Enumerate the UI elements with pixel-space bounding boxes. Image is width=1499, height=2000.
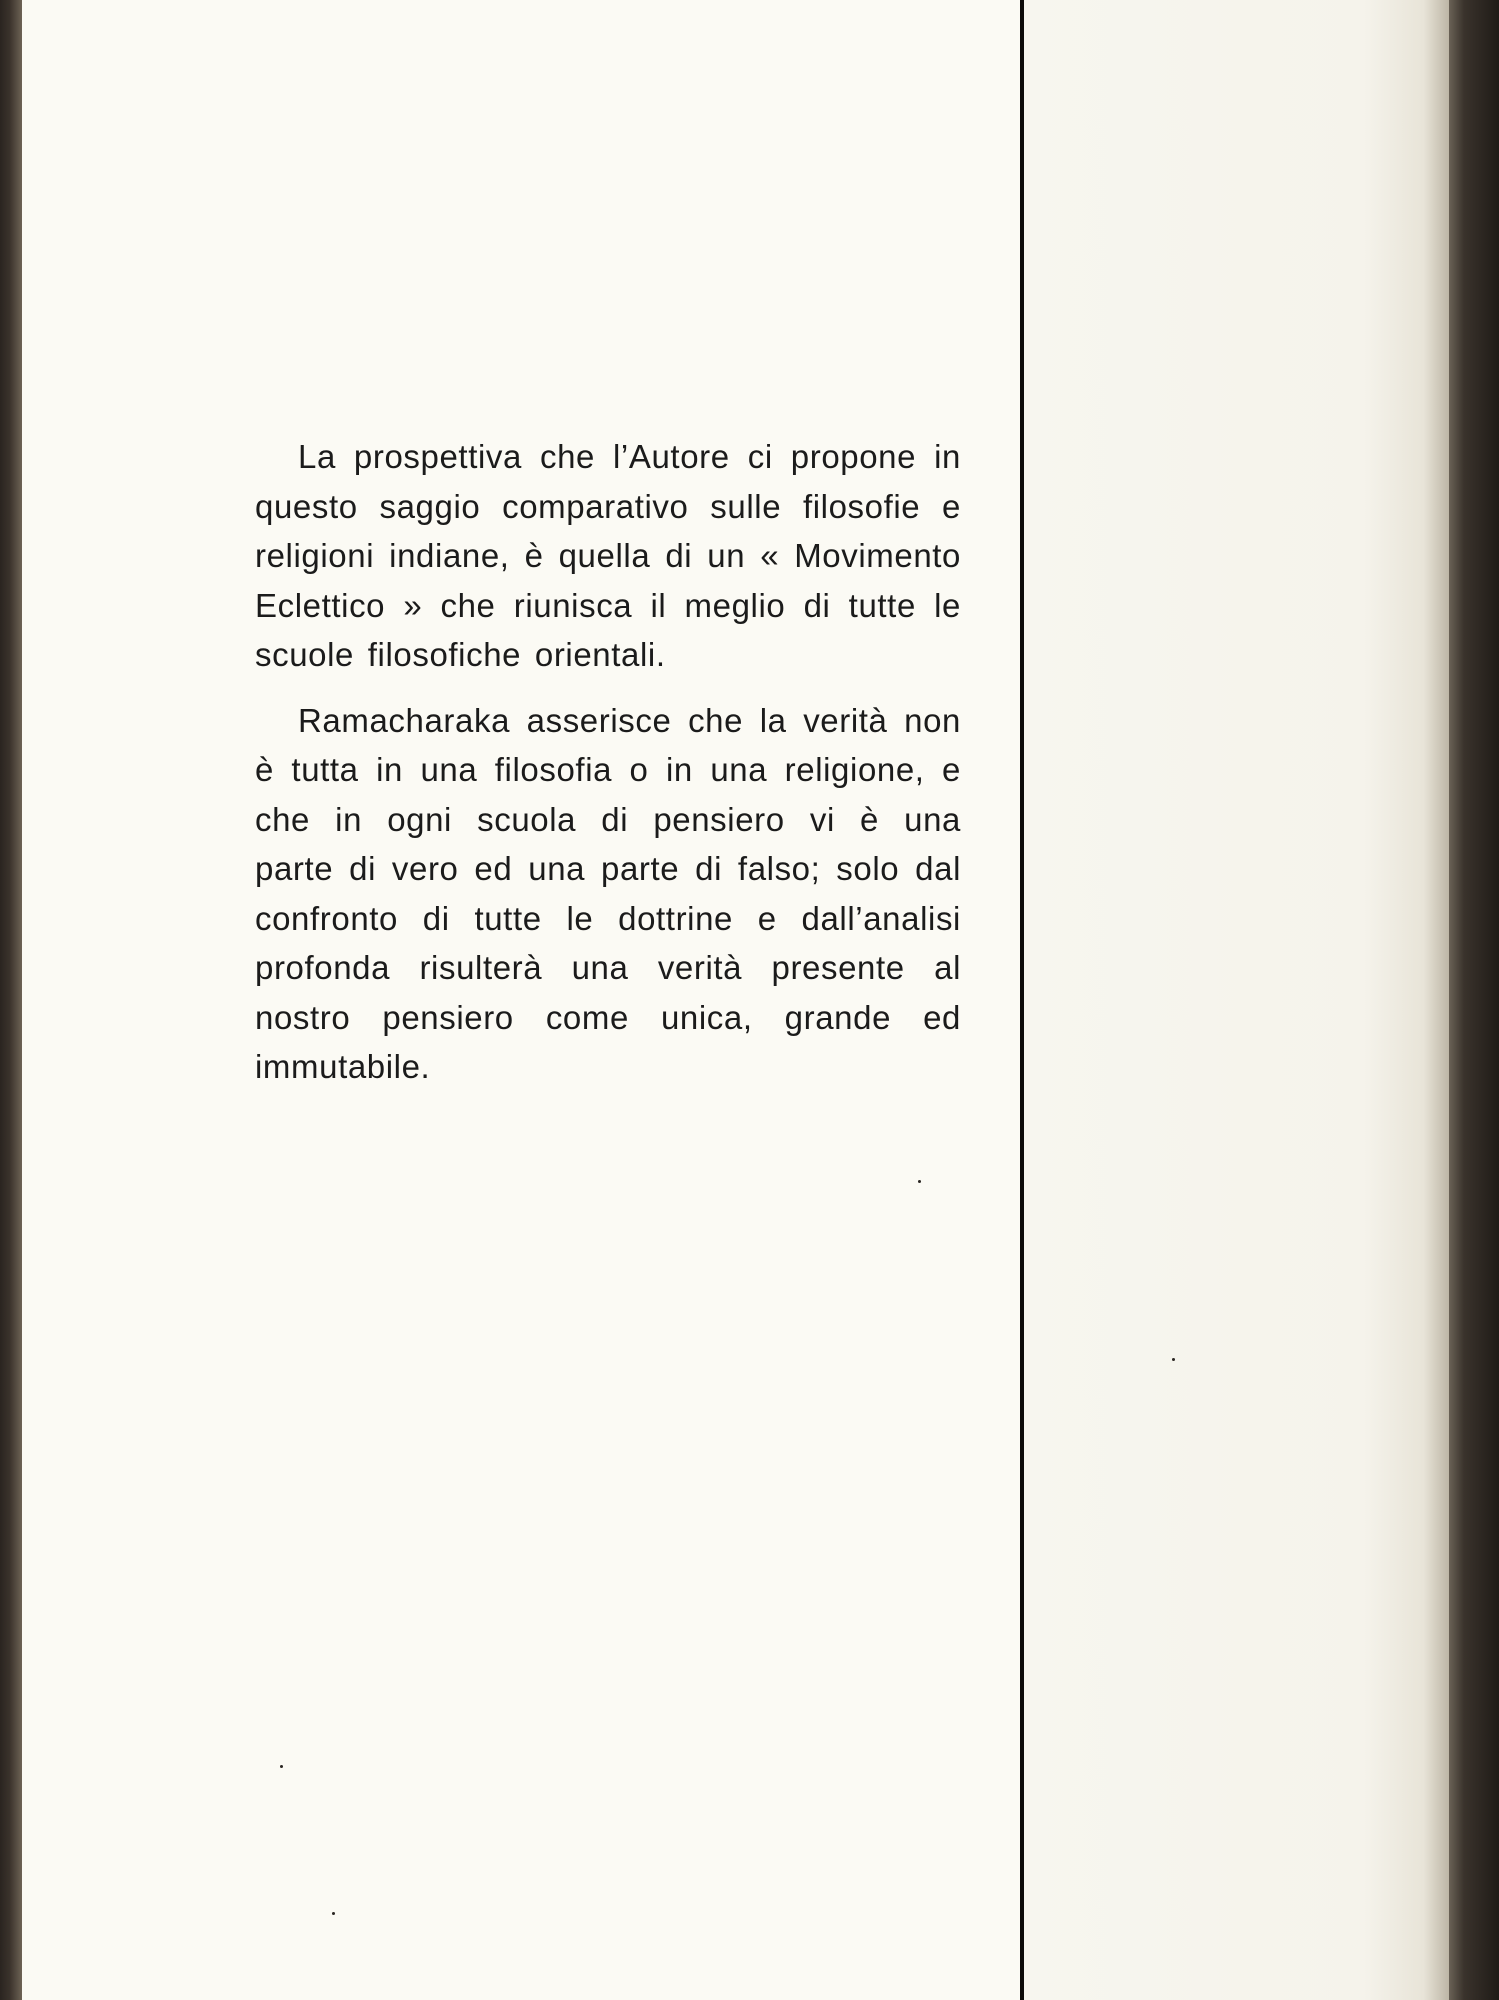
paper-speck [280, 1765, 283, 1768]
left-book-edge [0, 0, 22, 2000]
right-book-edge [1449, 0, 1499, 2000]
blurb-paragraph-2: Ramacharaka asserisce che la verità non è tutta in una filosofia o in una religione, e che in ogni scuola di pensiero vi è una parte di vero ed una parte di falso; solo dal confronto di tutte le dottrine e dall’analisi profonda risulterà una verità presente al nostro pensiero come unica, grande ed immutabile. [255, 701, 961, 1085]
blurb-paragraph-1: La prospettiva che l’Autore ci propone in questo saggio comparativo sulle filosofie e religioni indiane, è quella di un « Movimento Eclettico » che riunisca il meglio di tutte le scuole filosofiche orientali. [255, 438, 961, 673]
cover-flap [1024, 0, 1449, 2000]
back-cover-page [22, 0, 1022, 2000]
paper-speck [918, 1180, 921, 1183]
blurb-text [255, 432, 961, 1092]
paper-speck [1172, 1358, 1175, 1361]
paper-speck [332, 1912, 335, 1915]
